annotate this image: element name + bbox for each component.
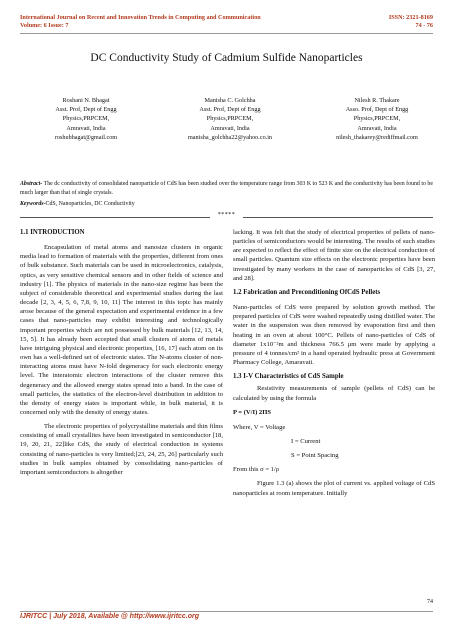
abstract [20, 180, 433, 197]
section-heading-fabrication: 1.2 Fabrication and Preconditioning OfCdS Pellets [233, 288, 381, 296]
author-dept: Physics,PRPCEM, [62, 115, 110, 123]
header-rule [20, 33, 433, 34]
author-block-3 [318, 96, 436, 142]
section-heading-introduction: 1.1 INTRODUCTION [20, 229, 85, 236]
paragraph: lacking. It was felt that the study of electrical properties of pellets of nano-particles of semiconductors would be interesting. The results of such studies are expected to reflect the effect of finite size on the electrical conduction of small particles. Quantum size effects on the electronic properties have been investigated by many workers in the case of nanoparticles of CdS [3, 27, and 28]. [233, 229, 435, 282]
author-city: Amravati, India [357, 124, 397, 132]
footer-rule [20, 611, 433, 612]
section-divider [20, 213, 433, 222]
right-column [233, 228, 435, 503]
divider-stars: ***** [217, 212, 236, 218]
journal-volume: Volume: 6 Issue: 7 [20, 22, 69, 29]
journal-header-right [389, 14, 433, 30]
page-number: 74 [427, 599, 433, 605]
author-role: Asst. Prof, Dept of Engg [55, 106, 117, 114]
journal-pages: 74 - 76 [415, 22, 433, 29]
author-email: nilesh_thakarey@rediffmail.com [336, 133, 418, 141]
author-city: Amravati, India [210, 124, 250, 132]
author-dept: Physics,PRPCEM, [206, 115, 254, 123]
author-dept: Physics,PRPCEM, [353, 115, 401, 123]
paragraph: Nano-particles of CdS were prepared by solution growth method. The prepared particles of CdS were washed repeatedly using distilled water. The water in the suspension was then removed by evaporation first and then heating in an oven at about 100°C. Pellets of nano-particles of CdS of diameter 1x10⁻²m and thickness 766.5 μm were made by applying a pressure of 4 tonnes/cm² in a hand operated hydraulic press at Government Pharmacy College, Amaravati. [233, 304, 435, 367]
keywords-label: Keywords- [20, 201, 46, 207]
keywords [20, 201, 135, 207]
journal-issn: ISSN: 2321-8169 [388, 14, 433, 21]
author-role: Asst. Prof, Dept of Engg [199, 106, 261, 114]
paper-title: DC Conductivity Study of Cadmium Sulfide Nanoparticles [90, 52, 363, 64]
author-email: manisha_golchha22@yahoo.co.in [187, 133, 273, 141]
journal-name: International Journal on Recent and Innovation Trends in Computing and Communication [20, 14, 261, 21]
journal-header-left [20, 14, 261, 30]
equation-where: Where, V = Voltage [233, 423, 286, 431]
paragraph: Figure 1.3 (a) shows the plot of current vs. applied voltage of CdS nanoparticles at room temperature. Initially [233, 480, 435, 497]
paragraph: Resistivity measurements of sample (pellets of CdS) can be calculated by using the formula [233, 385, 435, 402]
equation-current: I = Current [291, 437, 321, 445]
abstract-label: Abstract- [20, 181, 43, 187]
left-column [20, 228, 223, 482]
author-name: Manisha C. Golchha [204, 97, 256, 104]
author-block-1 [38, 96, 134, 142]
conductivity-equation: From this σ = 1/ρ [233, 466, 280, 474]
section-heading-iv: 1.3 I-V Characteristics of CdS Sample [233, 373, 344, 381]
author-block-2 [170, 96, 290, 142]
paragraph: Encapsulation of metal atoms and nanosize clusters in organic media lead to formation of materials with the properties, different from ones of bulk substance. Such materials can be used in microelectronics, catalysis, optics, as very sensitive chemical sensors and in other fields of science and industry [1]. The physics of materials in the nano-size regime has been the subject of considerable theoretical and experimental studies during the last decade [2, 3, 4, 5, 6, 7,8, 9, 10, 11] The interest in this topic has mainly arose because of the general expectation and experimental evidence in a few cases that nano-particles may exhibit interesting and technologically important properties which are not possessed by bulk materials [12, 13, 14, 15, 5]. It has already been accepted that small clusters of atoms of metals have intriguing physical and electronic properties, [16, 17] each atom on its own has a well-defined set of electronic states. The N-atoms cluster of non-interacting atoms must have N-fold degeneracy for each electronic energy level. The interatomic electron interactions of the cluster remove this degeneracy and the allowed energy states spread into a band. In the case of small particles, the statistics of the electron-level distribution in addition to the density of energy states is important while, in bulk material, it is concerned only with the density of energy states. [20, 244, 223, 416]
divider-line-right [243, 217, 433, 218]
abstract-text: The dc conductivity of consolidated nanoparticle of CdS has been studied over the temperature range from 303 K to 523 K and the conductivity has been found to be much larger than that of single crystals. [20, 181, 433, 196]
author-role: Asso. Prof, Dept of Engg [345, 106, 409, 114]
author-name: Roshani N. Bhagat [62, 97, 110, 104]
keywords-text: CdS, Nanoparticles, DC Conductivity [45, 201, 135, 207]
resistivity-equation: P = (V/I) 2ΠS [233, 408, 272, 416]
equation-spacing: S = Point Spacing [291, 452, 339, 460]
author-city: Amravati, India [66, 124, 106, 132]
journal-footer: IJRITCC | July 2018, Available @ http://www.ijritcc.org [20, 613, 200, 620]
author-name: Nilesh R. Thakare [354, 97, 400, 104]
paragraph: The electronic properties of polycrystalline materials and thin films consisting of small crystallites have been investigated in semiconductor [18, 19, 20, 21, 22]like CdS, the study of electrical conduction in systems consisting of nano-particles is very limited;[23, 24, 25, 26] particularly such studies in bulk samples obtained by consolidating nano-particles of important semiconductors is altogether [20, 423, 223, 476]
author-email: roshubhagat@gmail.com [54, 133, 118, 141]
